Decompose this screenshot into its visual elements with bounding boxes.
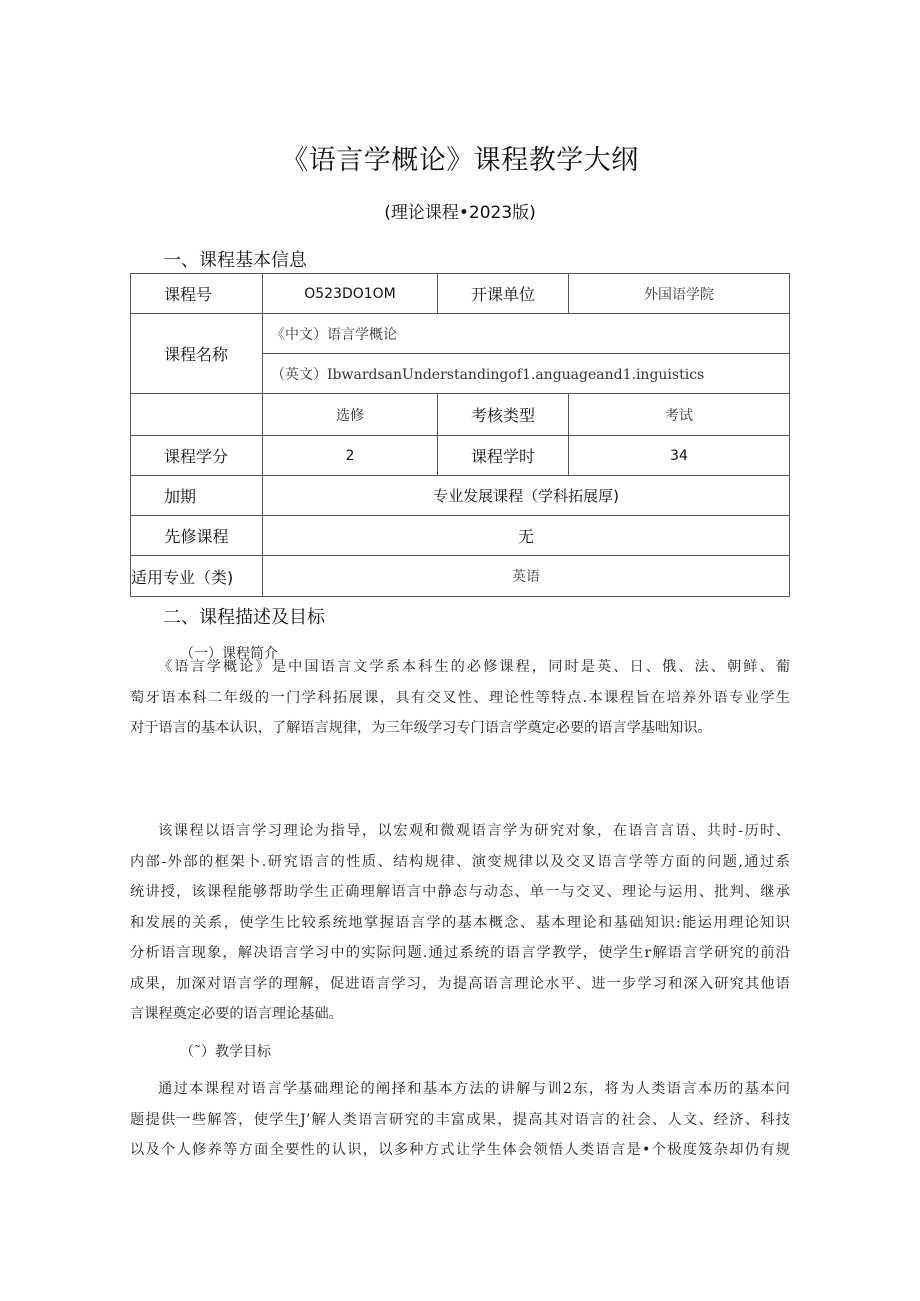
table-row	[131, 314, 790, 354]
table-row	[131, 436, 790, 476]
text-line: 题提供一些解答，使学生J’解人类语言研究的丰富成果，提高其对语言的社会、人文、经济、科技	[130, 1111, 790, 1128]
course-type-value: 选修	[263, 394, 438, 436]
credits-label: 课程学分	[131, 436, 263, 476]
majors-label: 适用专业（类)	[131, 556, 263, 597]
text-line: 和发展的关系，使学生比较系统地掌握语言学的基本概念、基本理论和基础知识:能运用理论知识	[130, 914, 790, 931]
course-name-en: （英文）IbwardsanUnderstandingof1.anguageand1.inguistics	[263, 354, 790, 394]
text-line: 《语言学概论》是中国语言文学系本科生的必修课程，同时是英、日、俄、法、朝鲜、葡	[158, 659, 790, 675]
category-value: 专业发展课程（学科拓展厚)	[263, 476, 790, 516]
assessment-label: 考核类型	[438, 394, 569, 436]
text-line: 对于语言的基本认识，了解语言规律，为三年级学习专门语言学奠定必要的语言学基咄知识。	[130, 720, 712, 736]
department-value: 外国语学院	[569, 274, 790, 314]
course-name-cn: 《中文）语言学概论	[263, 314, 790, 354]
assessment-value: 考试	[569, 394, 790, 436]
section-heading-basic-info: 一、课程基本信息	[163, 250, 307, 271]
majors-value: 英语	[263, 556, 790, 597]
document-subtitle: (理论课程•2023版)	[384, 203, 536, 223]
text-line: 统讲授，该课程能够帮助学生正确理解语言中静态与动态、单一与交叉、理论与运用、批判、继承	[130, 884, 790, 900]
category-label: 加期	[131, 476, 263, 516]
course-number-value: O523DO1OM	[263, 274, 438, 314]
section-heading-description: 二、课程描述及目标	[163, 607, 325, 628]
text-line: 萄牙语本科二年级的一门学科拓展课，具有交叉性、理论性等特点.本课程旨在培养外语专业学生	[130, 689, 790, 706]
prereq-value: 无	[263, 516, 790, 556]
text-line: 分析语言现象，解决语言学习中的实际问题.通过系统的语言学教学，使学生r解语言学研究的前沿	[130, 945, 790, 961]
table-row	[131, 556, 790, 597]
course-number-label: 课程号	[131, 274, 263, 314]
course-type-label	[131, 394, 263, 436]
document-title: 《语言学概论》课程教学大纲	[281, 145, 639, 176]
credits-value: 2	[263, 436, 438, 476]
text-line: 通过本课程对语言学基础理论的阐择和基本方法的讲解与训2东，将为人类语言本历的基本问	[158, 1081, 790, 1097]
hours-label: 课程学时	[438, 436, 569, 476]
text-line: 内部-外部的框架卜.研究语言的性质、结构规律、演变规律以及交叉语言学等方面的问题,通过系	[130, 853, 790, 870]
paragraph-course-intro-2	[130, 816, 790, 1030]
course-info-table	[130, 273, 790, 597]
text-line: 成果，加深对语言学的理解，促进语言学习，为提高语言理论水平、进一步学习和深入研究其他语	[130, 975, 790, 992]
table-row	[131, 274, 790, 314]
table-row	[131, 394, 790, 436]
hours-value: 34	[569, 436, 790, 476]
text-line: 该课程以语言学习理论为指导，以宏观和微观语言学为研究对象，在语言言语、共时-历时、	[158, 823, 790, 839]
subheading-course-intro: （一）课程简介	[180, 646, 278, 662]
paragraph-teaching-goals	[130, 1074, 790, 1166]
subheading-teaching-goals: （˜）教学目标	[180, 1044, 271, 1060]
table-row	[131, 516, 790, 556]
department-label: 开课单位	[438, 274, 569, 314]
text-line: 以及个人修养等方面全要性的认识，以多种方式让学生体会领悟人类语言是•个极度笈杂却仍有规	[130, 1142, 790, 1158]
text-line: 言课程奠定必要的语言理论基础。	[130, 1006, 343, 1022]
prereq-label: 先修课程	[131, 516, 263, 556]
paragraph-course-intro-1	[130, 652, 790, 744]
table-row	[131, 476, 790, 516]
course-name-label: 课程名称	[131, 314, 263, 394]
